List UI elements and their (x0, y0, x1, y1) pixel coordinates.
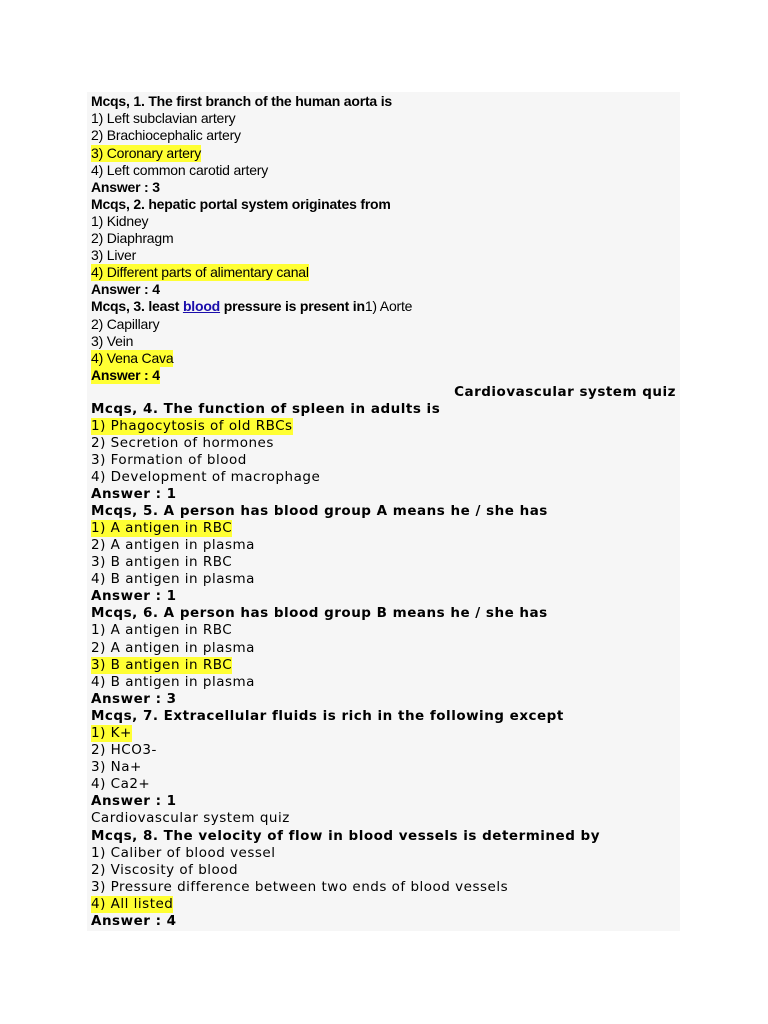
q6-option-2: 2) A antigen in plasma (91, 640, 255, 656)
q1-option-3-highlighted: 3) Coronary artery (91, 145, 201, 161)
q1-option-2: 2) Brachiocephalic artery (91, 127, 241, 143)
q1-answer: Answer : 3 (91, 179, 160, 195)
q1-option-4: 4) Left common carotid artery (91, 162, 269, 178)
question-8: Mcqs, 8. The velocity of flow in blood vessels is determined by (91, 828, 601, 844)
q5-option-1-highlighted: 1) A antigen in RBC (91, 520, 233, 536)
q5-answer: Answer : 1 (91, 588, 177, 604)
q7-option-4: 4) Ca2+ (91, 776, 151, 792)
q8-option-3: 3) Pressure difference between two ends of blood vessels (91, 879, 509, 895)
q8-option-1: 1) Caliber of blood vessel (91, 845, 276, 861)
question-4: Mcqs, 4. The function of spleen in adults is (91, 401, 441, 417)
blood-link[interactable]: blood (182, 298, 221, 314)
q7-option-3: 3) Na+ (91, 759, 142, 775)
q2-answer: Answer : 4 (91, 281, 160, 297)
question-2: Mcqs, 2. hepatic portal system originates from (91, 196, 391, 212)
question-6: Mcqs, 6. A person has blood group B means he / she has (91, 605, 548, 621)
q5-option-3: 3) B antigen in RBC (91, 554, 233, 570)
q2-option-2: 2) Diaphragm (91, 230, 174, 246)
q6-option-3-highlighted: 3) B antigen in RBC (91, 657, 233, 673)
q1-option-1: 1) Left subclavian artery (91, 110, 236, 126)
question-1: Mcqs, 1. The first branch of the human aorta is (91, 93, 392, 109)
q5-option-2: 2) A antigen in plasma (91, 537, 255, 553)
q4-option-1-highlighted: 1) Phagocytosis of old RBCs (91, 418, 293, 434)
q7-answer: Answer : 1 (91, 793, 177, 809)
q8-answer: Answer : 4 (91, 913, 177, 929)
q3-text-start: Mcqs, 3. least (91, 298, 183, 314)
q3-option-1: 1) Aorte (364, 298, 413, 314)
q7-option-1-highlighted: 1) K+ (91, 725, 132, 741)
q6-answer: Answer : 3 (91, 691, 177, 707)
q4-option-4: 4) Development of macrophage (91, 469, 321, 485)
q3-option-4-highlighted: 4) Vena Cava (91, 350, 174, 366)
q2-option-3: 3) Liver (91, 247, 137, 263)
q3-text-end: pressure is present in (220, 298, 365, 314)
q7-option-2: 2) HCO3- (91, 742, 157, 758)
q6-option-1: 1) A antigen in RBC (91, 622, 233, 638)
q3-option-2: 2) Capillary (91, 316, 160, 332)
q4-option-3: 3) Formation of blood (91, 452, 247, 468)
quiz-title-inline: Cardiovascular system quiz (91, 810, 290, 826)
q2-option-1: 1) Kidney (91, 213, 149, 229)
q5-option-4: 4) B antigen in plasma (91, 571, 255, 587)
q4-answer: Answer : 1 (91, 486, 177, 502)
q8-option-2: 2) Viscosity of blood (91, 862, 239, 878)
question-7: Mcqs, 7. Extracellular fluids is rich in the following except (91, 708, 564, 724)
q4-option-2: 2) Secretion of hormones (91, 435, 274, 451)
q3-option-3: 3) Vein (91, 333, 134, 349)
q2-option-4-highlighted: 4) Different parts of alimentary canal (91, 264, 309, 280)
question-3 (91, 298, 412, 315)
quiz-title-right: Cardiovascular system quiz (454, 384, 676, 400)
question-5: Mcqs, 5. A person has blood group A means he / she has (91, 503, 548, 519)
q3-answer-highlighted: Answer : 4 (91, 367, 160, 383)
q8-option-4-highlighted: 4) All listed (91, 896, 174, 912)
q6-option-4: 4) B antigen in plasma (91, 674, 255, 690)
